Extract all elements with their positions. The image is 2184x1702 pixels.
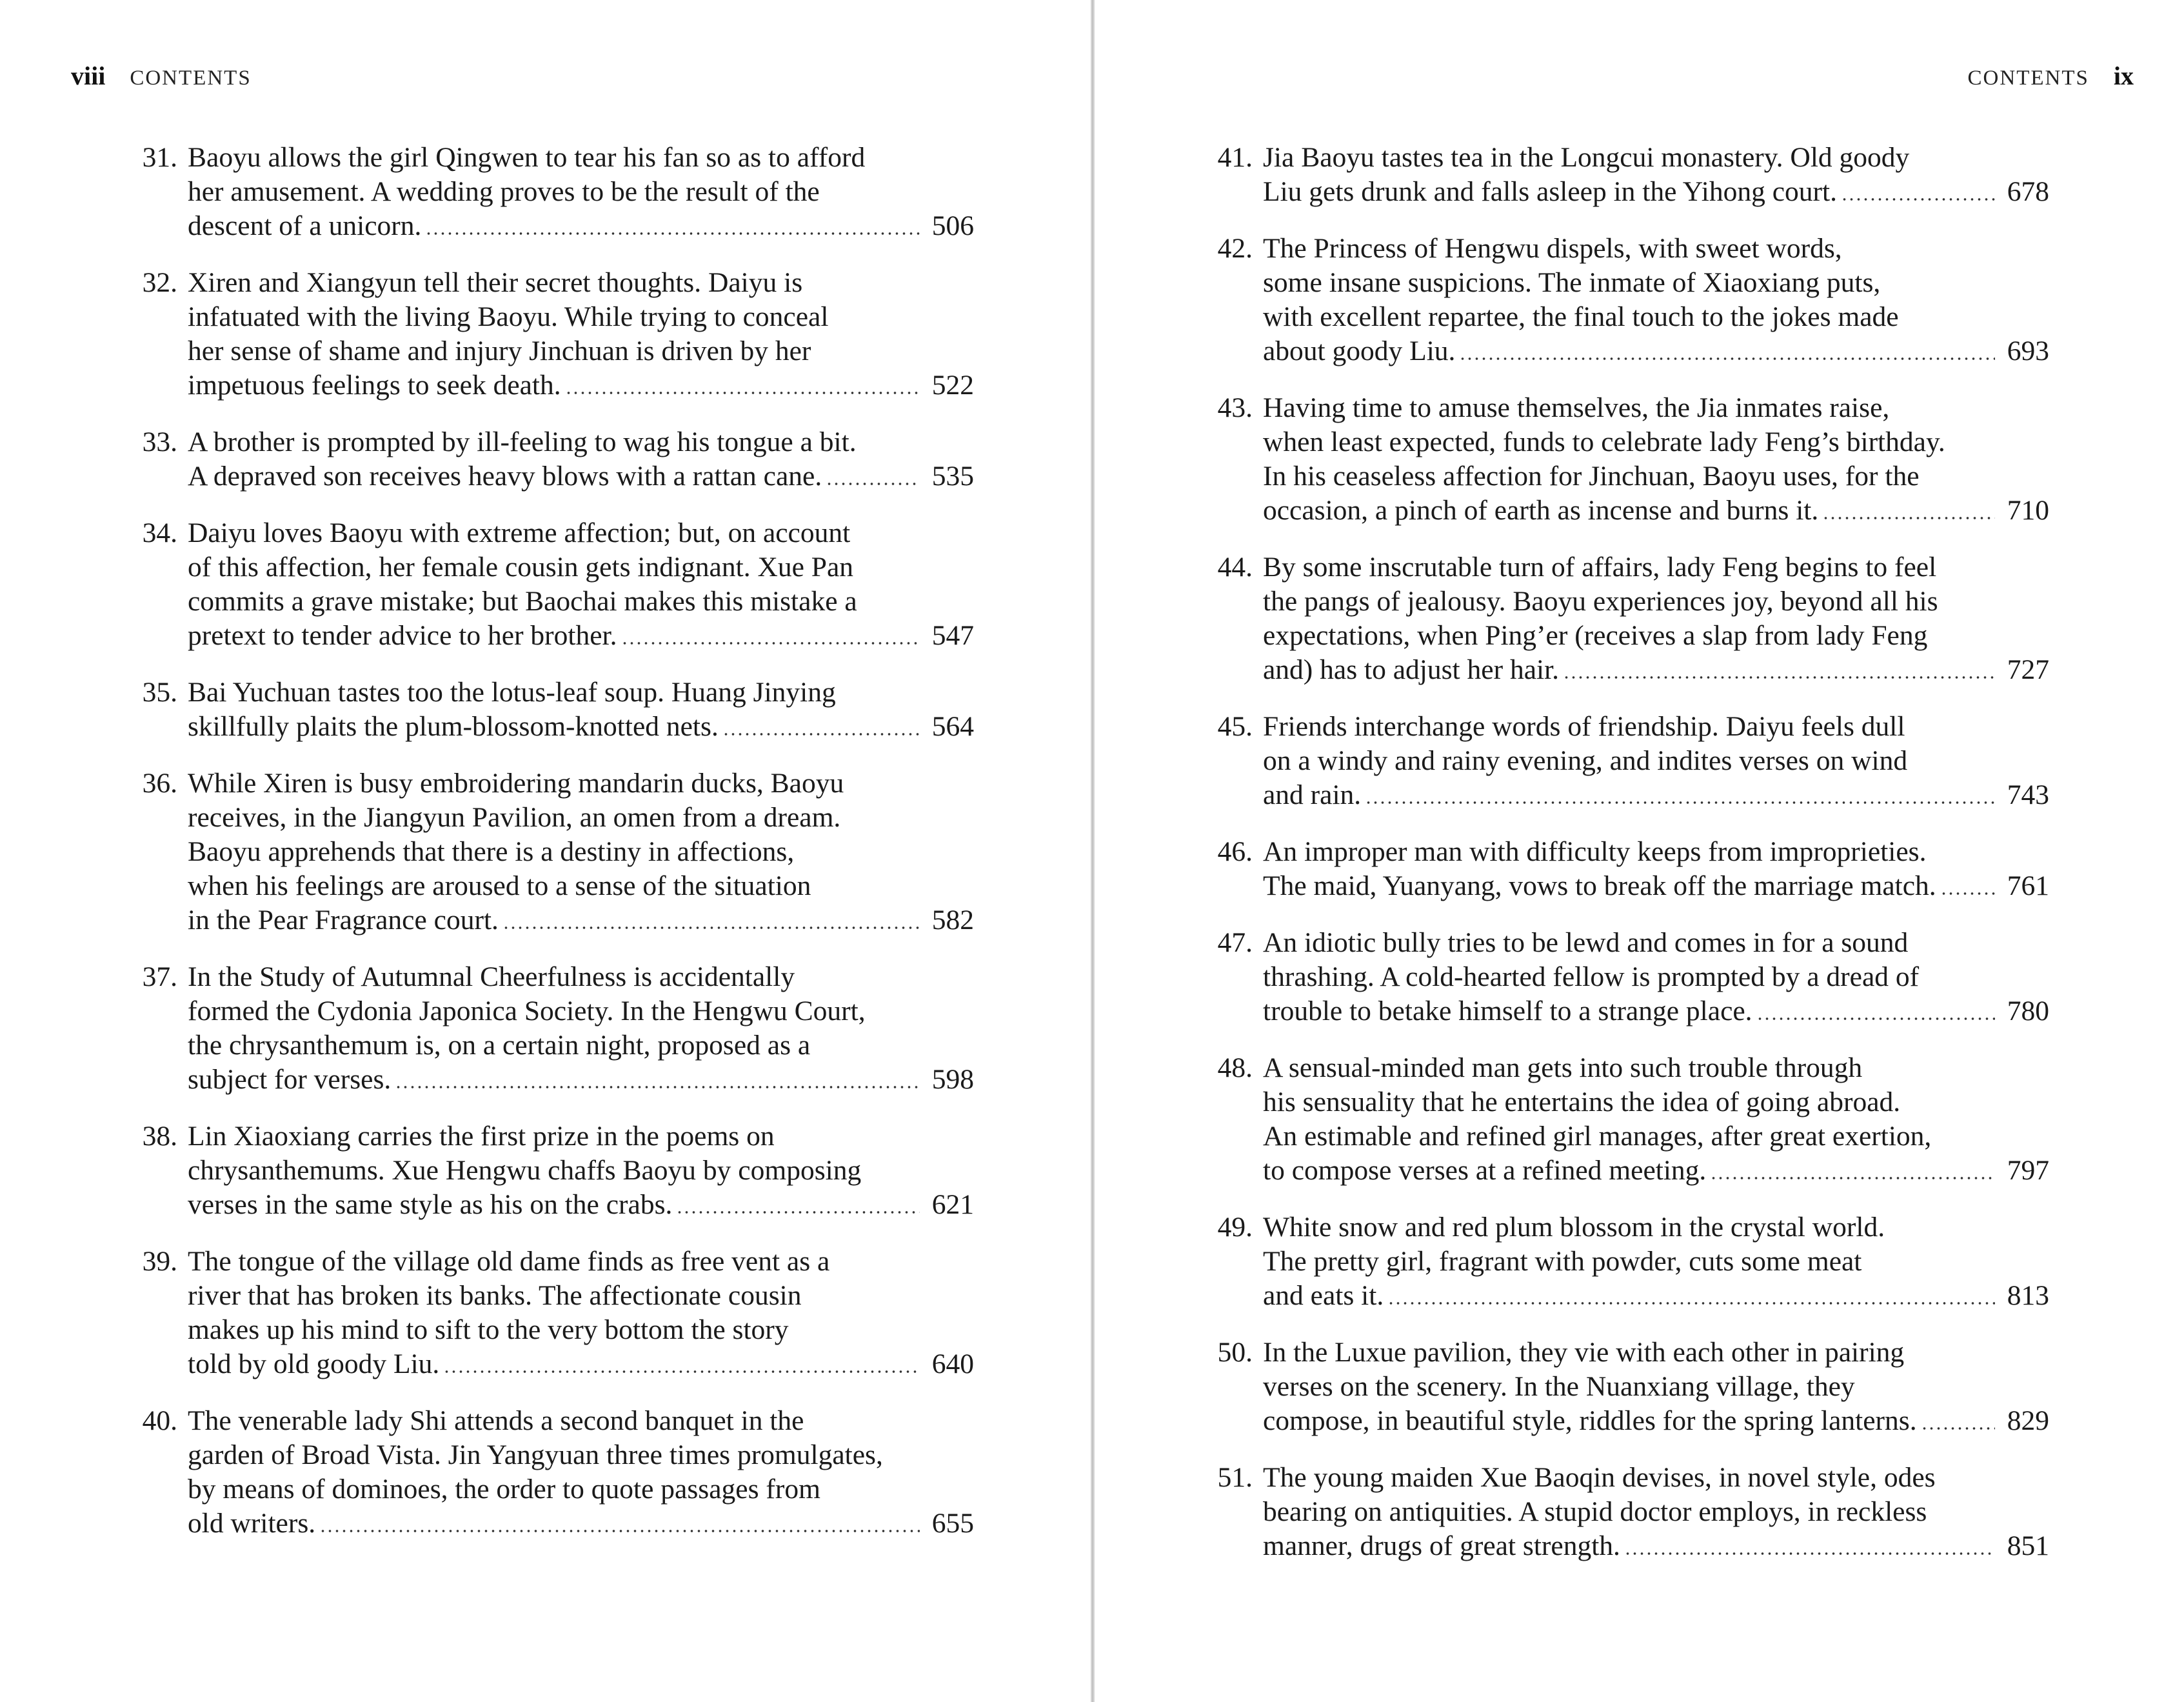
dot-leader <box>1710 1177 1995 1179</box>
title-last-line <box>188 903 974 937</box>
toc-entry <box>1207 710 2049 812</box>
toc-entry <box>1207 391 2049 528</box>
toc-entry <box>132 1404 974 1541</box>
title-last-line <box>1263 1529 2049 1563</box>
chapter-number: 39. <box>142 1246 177 1277</box>
title-last-line <box>1263 334 2049 368</box>
title-line: manner, drugs of great strength. <box>1263 1530 1620 1561</box>
title-line: on a windy and rainy evening, and indites verses on wind <box>1263 745 1908 776</box>
toc-entry <box>132 960 974 1097</box>
chapter-number: 43. <box>1217 392 1253 423</box>
title-line: Jia Baoyu tastes tea in the Longcui monastery. Old goody <box>1263 142 1910 173</box>
title-last-line <box>1263 175 2049 209</box>
title-last-line <box>1263 1154 2049 1188</box>
title-line: about goody Liu. <box>1263 335 1456 366</box>
chapter-number: 47. <box>1217 927 1253 958</box>
page-reference: 535 <box>931 461 974 492</box>
chapter-title <box>1263 232 2049 368</box>
toc-entry <box>1207 835 2049 903</box>
title-last-line <box>188 619 974 653</box>
dot-leader <box>395 1086 920 1088</box>
dot-leader <box>1756 1017 1995 1020</box>
title-line: chrysanthemums. Xue Hengwu chaffs Baoyu by composing <box>188 1155 862 1186</box>
title-line: by means of dominoes, the order to quote passages from <box>188 1474 820 1505</box>
title-line: when his feelings are aroused to a sense of the situation <box>188 870 811 901</box>
right-page-header <box>1968 61 2134 99</box>
title-last-line <box>1263 994 2049 1028</box>
chapter-title <box>188 676 974 744</box>
chapter-number: 36. <box>142 768 177 799</box>
title-line: Having time to amuse themselves, the Jia inmates raise, <box>1263 392 1890 423</box>
title-line: verses on the scenery. In the Nuanxiang village, they <box>1263 1371 1855 1402</box>
title-line: and rain. <box>1263 779 1362 810</box>
title-line: Baoyu allows the girl Qingwen to tear his fan so as to afford <box>188 142 866 173</box>
chapter-number: 31. <box>142 142 177 173</box>
toc-entry <box>132 516 974 653</box>
toc-entry <box>132 1119 974 1222</box>
chapter-title <box>188 1404 974 1541</box>
title-line: verses in the same style as his on the crabs. <box>188 1189 673 1220</box>
title-line: The young maiden Xue Baoqin devises, in novel style, odes <box>1263 1462 1936 1493</box>
dot-leader <box>565 392 920 394</box>
title-line: trouble to betake himself to a strange place. <box>1263 996 1752 1026</box>
chapter-number: 45. <box>1217 711 1253 742</box>
chapter-title <box>1263 141 2049 209</box>
toc-list <box>132 141 974 1563</box>
toc-entry <box>132 141 974 243</box>
chapter-title <box>1263 1461 2049 1563</box>
title-line: The Princess of Hengwu dispels, with sweet words, <box>1263 233 1842 264</box>
chapter-title <box>188 516 974 653</box>
title-line: her amusement. A wedding proves to be the result of the <box>188 176 820 207</box>
running-head: CONTENTS <box>130 66 252 90</box>
title-line: The pretty girl, fragrant with powder, cuts some meat <box>1263 1246 1862 1277</box>
dot-leader <box>1563 676 1995 679</box>
title-line: subject for verses. <box>188 1064 392 1095</box>
chapter-number: 41. <box>1217 142 1253 173</box>
chapter-title <box>1263 926 2049 1028</box>
page-reference: 598 <box>931 1064 974 1095</box>
right-page <box>1095 0 2184 1702</box>
page-reference: 655 <box>931 1508 974 1539</box>
title-line: White snow and red plum blossom in the crystal world. <box>1263 1212 1885 1243</box>
title-line: impetuous feelings to seek death. <box>188 370 561 401</box>
dot-leader <box>443 1370 920 1373</box>
title-line: Baoyu apprehends that there is a destiny in affections, <box>188 836 795 867</box>
title-line: skillfully plaits the plum-blossom-knotted nets. <box>188 711 719 742</box>
dot-leader <box>1940 892 1995 895</box>
title-line: A depraved son receives heavy blows with a rattan cane. <box>188 461 822 492</box>
toc-entry <box>1207 232 2049 368</box>
title-last-line <box>188 459 974 494</box>
title-line: occasion, a pinch of earth as incense and burns it. <box>1263 495 1819 526</box>
chapter-number: 37. <box>142 961 177 992</box>
page-reference: 797 <box>2007 1155 2049 1186</box>
chapter-number: 34. <box>142 517 177 548</box>
dot-leader <box>319 1530 920 1532</box>
title-line: and eats it. <box>1263 1280 1384 1311</box>
dot-leader <box>502 926 920 929</box>
chapter-title <box>1263 710 2049 812</box>
page-reference: 780 <box>2007 996 2049 1026</box>
toc-entry <box>132 425 974 494</box>
page-reference: 761 <box>2007 870 2049 901</box>
toc-entry <box>1207 926 2049 1028</box>
title-line: in the Pear Fragrance court. <box>188 905 499 936</box>
chapter-title <box>188 1119 974 1222</box>
dot-leader <box>1387 1302 1995 1305</box>
title-last-line <box>188 710 974 744</box>
toc-list <box>1207 141 2049 1586</box>
chapter-title <box>188 141 974 243</box>
toc-entry <box>1207 141 2049 209</box>
title-line: infatuated with the living Baoyu. While trying to conceal <box>188 301 829 332</box>
title-line: The tongue of the village old dame finds as free vent as a <box>188 1246 830 1277</box>
page-reference: 522 <box>931 370 974 401</box>
toc-entry <box>132 676 974 744</box>
page-reference: 506 <box>931 210 974 241</box>
title-line: expectations, when Ping’er (receives a slap from lady Feng <box>1263 620 1928 651</box>
page-reference: 582 <box>931 905 974 936</box>
title-line: river that has broken its banks. The affectionate cousin <box>188 1280 802 1311</box>
title-line: descent of a unicorn. <box>188 210 422 241</box>
title-line: An idiotic bully tries to be lewd and comes in for a sound <box>1263 927 1909 958</box>
toc-entry <box>1207 550 2049 687</box>
title-last-line <box>1263 494 2049 528</box>
title-last-line <box>188 1188 974 1222</box>
chapter-title <box>188 425 974 494</box>
title-line: bearing on antiquities. A stupid doctor employs, in reckless <box>1263 1496 1927 1527</box>
page-reference: 829 <box>2007 1405 2049 1436</box>
page-reference: 640 <box>931 1348 974 1379</box>
page-reference: 621 <box>931 1189 974 1220</box>
title-line: her sense of shame and injury Jinchuan is driven by her <box>188 335 811 366</box>
title-line: In his ceaseless affection for Jinchuan, Baoyu uses, for the <box>1263 461 1920 492</box>
title-line: old writers. <box>188 1508 316 1539</box>
page-number: ix <box>2113 61 2134 90</box>
dot-leader <box>621 642 920 645</box>
toc-entry <box>132 766 974 937</box>
chapter-number: 44. <box>1217 552 1253 583</box>
toc-entry <box>1207 1051 2049 1188</box>
title-line: formed the Cydonia Japonica Society. In the Hengwu Court, <box>188 996 866 1026</box>
page-reference: 851 <box>2007 1530 2049 1561</box>
chapter-number: 51. <box>1217 1462 1253 1493</box>
chapter-number: 46. <box>1217 836 1253 867</box>
chapter-number: 40. <box>142 1405 177 1436</box>
page-reference: 727 <box>2007 654 2049 685</box>
toc-entry <box>132 266 974 403</box>
dot-leader <box>1624 1552 1995 1555</box>
chapter-title <box>1263 550 2049 687</box>
title-line: and) has to adjust her hair. <box>1263 654 1560 685</box>
page-reference: 710 <box>2007 495 2049 526</box>
title-line: In the Luxue pavilion, they vie with each other in pairing <box>1263 1337 1905 1368</box>
title-line: the chrysanthemum is, on a certain night, proposed as a <box>188 1030 811 1061</box>
title-line: Liu gets drunk and falls asleep in the Yihong court. <box>1263 176 1837 207</box>
title-line: to compose verses at a refined meeting. <box>1263 1155 1707 1186</box>
left-page <box>0 0 1091 1702</box>
title-line: Lin Xiaoxiang carries the first prize in the poems on <box>188 1121 775 1152</box>
dot-leader <box>1841 198 1995 201</box>
title-last-line <box>188 209 974 243</box>
chapter-title <box>188 266 974 403</box>
title-line: The venerable lady Shi attends a second banquet in the <box>188 1405 804 1436</box>
dot-leader <box>676 1211 920 1214</box>
title-line: with excellent repartee, the final touch to the jokes made <box>1263 301 1899 332</box>
chapter-number: 49. <box>1217 1212 1253 1243</box>
title-last-line <box>1263 1279 2049 1313</box>
chapter-number: 33. <box>142 426 177 457</box>
title-line: when least expected, funds to celebrate lady Feng’s birthday. <box>1263 426 1945 457</box>
title-line: compose, in beautiful style, riddles for the spring lanterns. <box>1263 1405 1917 1436</box>
dot-leader <box>722 733 920 736</box>
dot-leader <box>425 232 920 235</box>
chapter-number: 42. <box>1217 233 1253 264</box>
running-head: CONTENTS <box>1967 66 2089 90</box>
chapter-number: 35. <box>142 677 177 708</box>
title-line: Daiyu loves Baoyu with extreme affection; but, on account <box>188 517 851 548</box>
title-last-line <box>1263 1404 2049 1438</box>
title-line: An improper man with difficulty keeps from improprieties. <box>1263 836 1927 867</box>
title-line: By some inscrutable turn of affairs, lady Feng begins to feel <box>1263 552 1937 583</box>
title-line: some insane suspicions. The inmate of Xiaoxiang puts, <box>1263 267 1881 298</box>
title-line: Bai Yuchuan tastes too the lotus-leaf soup. Huang Jinying <box>188 677 836 708</box>
toc-entry <box>1207 1336 2049 1438</box>
title-line: thrashing. A cold-hearted fellow is prompted by a dread of <box>1263 961 1920 992</box>
chapter-number: 32. <box>142 267 177 298</box>
chapter-title <box>1263 1210 2049 1313</box>
chapter-number: 38. <box>142 1121 177 1152</box>
dot-leader <box>1459 357 1995 360</box>
title-line: the pangs of jealousy. Baoyu experiences joy, beyond all his <box>1263 586 1938 617</box>
title-last-line <box>1263 869 2049 903</box>
title-line: his sensuality that he entertains the idea of going abroad. <box>1263 1086 1901 1117</box>
left-page-header <box>71 61 252 99</box>
title-line: told by old goody Liu. <box>188 1348 440 1379</box>
title-line: pretext to tender advice to her brother. <box>188 620 617 651</box>
title-line: Xiren and Xiangyun tell their secret thoughts. Daiyu is <box>188 267 803 298</box>
page-reference: 678 <box>2007 176 2049 207</box>
title-last-line <box>188 1063 974 1097</box>
title-line: A sensual-minded man gets into such trouble through <box>1263 1052 1863 1083</box>
title-last-line <box>1263 778 2049 812</box>
title-line: While Xiren is busy embroidering mandarin ducks, Baoyu <box>188 768 844 799</box>
toc-entry <box>1207 1461 2049 1563</box>
chapter-title <box>1263 1051 2049 1188</box>
title-line: garden of Broad Vista. Jin Yangyuan three times promulgates, <box>188 1439 883 1470</box>
title-line: A brother is prompted by ill-feeling to wag his tongue a bit. <box>188 426 857 457</box>
dot-leader <box>1822 517 1995 519</box>
chapter-number: 48. <box>1217 1052 1253 1083</box>
page-reference: 813 <box>2007 1280 2049 1311</box>
dot-leader <box>1365 801 1995 804</box>
title-line: The maid, Yuanyang, vows to break off the marriage match. <box>1263 870 1936 901</box>
chapter-title <box>188 766 974 937</box>
chapter-title <box>188 960 974 1097</box>
dot-leader <box>1921 1427 1995 1430</box>
title-line: receives, in the Jiangyun Pavilion, an omen from a dream. <box>188 802 841 833</box>
page-number: viii <box>71 61 106 90</box>
title-last-line <box>188 1347 974 1381</box>
page-reference: 564 <box>931 711 974 742</box>
chapter-title <box>1263 391 2049 528</box>
page-reference: 547 <box>931 620 974 651</box>
page-reference: 743 <box>2007 779 2049 810</box>
chapter-title <box>1263 835 2049 903</box>
chapter-number: 50. <box>1217 1337 1253 1368</box>
title-line: An estimable and refined girl manages, after great exertion, <box>1263 1121 1932 1152</box>
toc-entry <box>132 1245 974 1381</box>
title-last-line <box>1263 653 2049 687</box>
page-reference: 693 <box>2007 335 2049 366</box>
title-line: In the Study of Autumnal Cheerfulness is accidentally <box>188 961 795 992</box>
toc-entry <box>1207 1210 2049 1313</box>
title-last-line <box>188 368 974 403</box>
chapter-title <box>188 1245 974 1381</box>
title-last-line <box>188 1507 974 1541</box>
dot-leader <box>826 483 920 485</box>
chapter-title <box>1263 1336 2049 1438</box>
title-line: Friends interchange words of friendship. Daiyu feels dull <box>1263 711 1905 742</box>
title-line: commits a grave mistake; but Baochai makes this mistake a <box>188 586 857 617</box>
title-line: of this affection, her female cousin gets indignant. Xue Pan <box>188 552 854 583</box>
title-line: makes up his mind to sift to the very bottom the story <box>188 1314 789 1345</box>
